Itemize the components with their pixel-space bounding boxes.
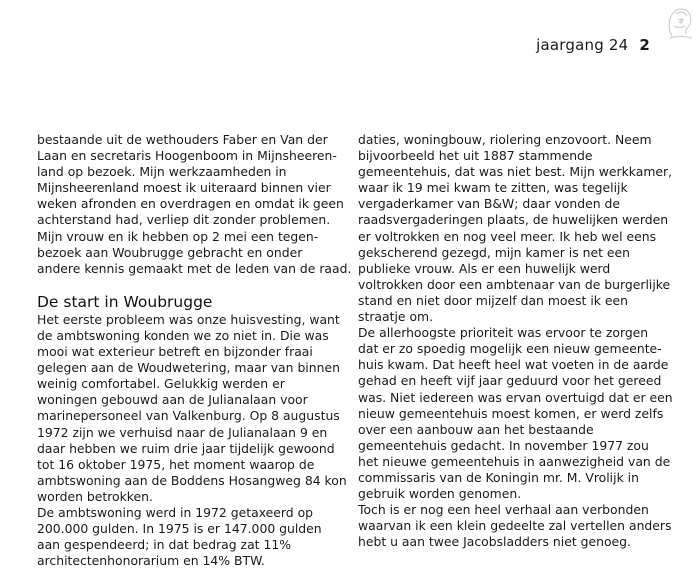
text-line: hebt u aan twee Jacobsladders niet genoeg. — [358, 534, 631, 550]
text-line: commissaris van de Koningin mr. M. Vrolijk in — [358, 469, 639, 485]
text-line: Toch is er nog een heel verhaal aan verbonden — [358, 502, 649, 518]
journal-label: jaargang — [536, 36, 604, 54]
text-line: de ambtswoning konden we zo niet in. Die was — [37, 327, 329, 343]
page-number: 2 — [639, 36, 650, 54]
text-line: het nieuwe gemeentehuis in aanwezigheid van de — [358, 453, 671, 469]
text-line: marinepersoneel van Valkenburg. Op 8 augustus — [37, 408, 340, 424]
text-line: voltrokken door een ambtenaar van de burgerlijke — [358, 276, 671, 292]
text-line: De allerhoogste prioriteit was ervoor te zorgen — [358, 325, 649, 341]
text-line: land op bezoek. Mijn werkzaamheden in — [37, 164, 287, 180]
text-line: gemeentehuis, dat was niet best. Mijn werkkamer, — [358, 164, 673, 180]
text-line: tot 16 oktober 1975, het moment waarop de — [37, 456, 315, 472]
text-line: stand en niet door mijzelf dan moest ik een — [358, 292, 629, 308]
left-column — [37, 132, 352, 569]
text-line: andere kennis gemaakt met de leden van de raad. — [37, 260, 352, 276]
text-line: bestaande uit de wethouders Faber en Van der — [37, 132, 328, 147]
text-line: ambtswoning aan de Boddens Hosangweg 84 kon — [37, 472, 347, 488]
text-line: woningen gebouwd aan de Julianalaan voor — [37, 392, 308, 408]
text-line: Mijn vrouw en ik hebben op 2 mei een tegen- — [37, 228, 319, 244]
text-line: Laan en secretaris Hoogenboom in Mijnsheeren- — [37, 148, 337, 164]
text-line: daar hebben we ruim drie jaar tijdelijk gewoond — [37, 440, 335, 456]
text-line: aan gespendeerd; in dat bedrag zat 11% — [37, 537, 291, 553]
text-line: weken afronden en overdragen en omdat ik geen — [37, 196, 344, 212]
text-line: 1972 zijn we verhuisd naar de Julianalaan 9 en — [37, 424, 328, 440]
text-line: architectenhonorarium en 14% BTW. — [37, 553, 265, 569]
section-heading: De start in Woubrugge — [37, 292, 213, 311]
text-line: Het eerste probleem was onze huisvesting, want — [37, 311, 340, 327]
text-line: 200.000 gulden. In 1975 is er 147.000 gulden — [37, 521, 322, 537]
right-column — [358, 132, 674, 550]
text-line: Mijnsheerenland moest ik uiteraard binnen vier — [37, 180, 331, 196]
text-line: worden betrokken. — [37, 488, 153, 504]
text-line: dat er zo spoedig mogelijk een nieuw gemeente- — [358, 341, 662, 357]
text-line: weinig comfortabel. Gelukkig werden er — [37, 376, 285, 392]
text-line: was. Niet iedereen was ervan overtuigd dat er een — [358, 389, 673, 405]
text-line: huis kwam. Dat heeft heel wat voeten in de aarde — [358, 357, 669, 373]
left-paragraph-2 — [37, 312, 347, 569]
text-line: gekscherend gezegd, mijn kamer is net een — [358, 244, 630, 260]
text-line: mooi wat exterieur betreft en bijzonder fraai — [37, 344, 313, 360]
text-line: er voltrokken en nog veel meer. Ik heb wel eens — [358, 228, 657, 244]
text-line: bezoek aan Woubrugge gebracht en onder — [37, 244, 303, 260]
text-line: vergaderkamer van B&W; daar vonden de — [358, 196, 621, 212]
text-line: straatje om. — [358, 309, 434, 325]
text-line: achterstand had, verliep dit zonder problemen. — [37, 212, 331, 228]
text-line: waar ik 19 mei kwam te zitten, was tegelijk — [358, 180, 628, 196]
text-line: gelegen aan de Woudwetering, maar van binnen — [37, 360, 340, 376]
text-line: waarvan ik een klein gedeelte zal vertellen anders — [358, 518, 672, 534]
left-paragraph-1 — [37, 132, 352, 277]
page-header — [536, 36, 650, 54]
portrait-emblem-icon — [658, 0, 700, 42]
text-line: publieke vrouw. Als er een huwelijk werd — [358, 260, 611, 276]
text-line: raadsvergaderingen plaats, de huwelijken werden — [358, 212, 669, 228]
text-line: over een aanbouw aan het bestaande — [358, 421, 594, 437]
text-line: nieuw gemeentehuis moest komen, er werd zelfs — [358, 405, 664, 421]
volume-number: 24 — [608, 36, 629, 54]
text-line: gebruik worden genomen. — [358, 486, 522, 502]
text-line: gemeentehuis gedacht. In november 1977 zou — [358, 437, 649, 453]
text-line: daties, woningbouw, riolering enzovoort. Neem — [358, 132, 652, 147]
text-line: bijvoorbeeld het uit 1887 stammende — [358, 148, 593, 164]
text-line: De ambtswoning werd in 1972 getaxeerd op — [37, 504, 314, 520]
text-line: gehad en heeft vijf jaar geduurd voor het gereed — [358, 373, 662, 389]
